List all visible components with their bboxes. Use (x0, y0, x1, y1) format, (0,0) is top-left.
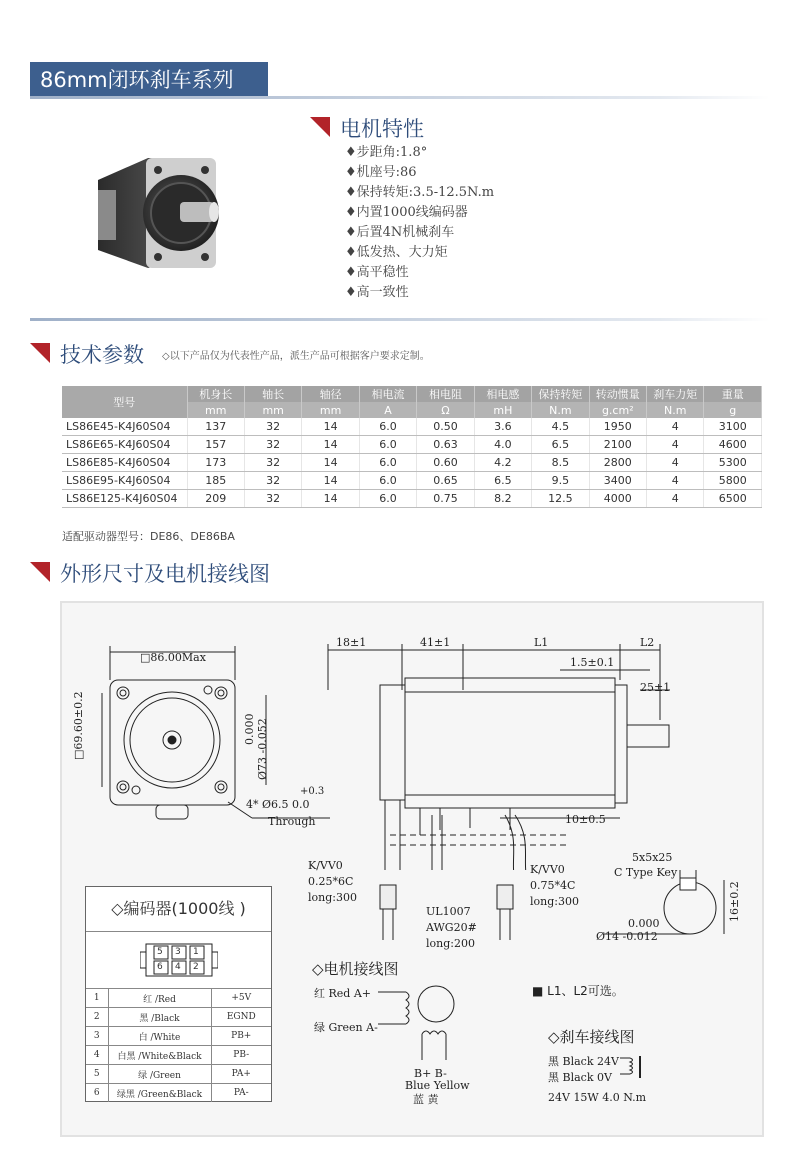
value-cell: 6.5 (474, 472, 531, 490)
header-cell: 相电阻 (417, 386, 474, 402)
wire-b-cn: 蓝 黄 (413, 1093, 439, 1106)
wire-green: 绿 Green A- (314, 1021, 378, 1034)
dim-10: 10±0.5 (565, 813, 606, 826)
table-row (62, 436, 762, 454)
table-row (62, 454, 762, 472)
header-cell: 重量 (704, 386, 762, 402)
dim-hole: 4* Ø6.5 0.0 (246, 798, 310, 811)
value-cell: 3100 (704, 418, 762, 436)
key-size: 5x5x25 (632, 851, 673, 864)
feature-item: ♦高平稳性 (345, 265, 409, 280)
dim-hole-tol: +0.3 (300, 786, 325, 797)
value-cell: 0.50 (417, 418, 474, 436)
dim-l2: L2 (640, 636, 655, 649)
dim-boss-tol: 0.000 (243, 713, 256, 745)
value-cell: 0.65 (417, 472, 474, 490)
unit-cell: g (704, 402, 762, 418)
value-cell: 0.60 (417, 454, 474, 472)
value-cell: 157 (187, 436, 244, 454)
cable-middle-label: UL1007 AWG20# long:200 (426, 905, 477, 950)
key-dia: Ø14 -0.012 (596, 930, 658, 943)
key-tol: 0.000 (628, 917, 660, 930)
pin-cell: 4 (86, 1046, 108, 1065)
pin-row (86, 1065, 271, 1084)
unit-cell: mm (302, 402, 359, 418)
brake-coil-symbol (618, 1052, 648, 1082)
value-cell: 3400 (589, 472, 646, 490)
side-view-drawing (320, 630, 680, 870)
value-cell: 14 (302, 418, 359, 436)
value-cell: 2800 (589, 454, 646, 472)
pin-cell: 白 /White (108, 1027, 211, 1046)
pin-cell: 绿黑 /Green&Black (108, 1084, 211, 1103)
encoder-table (85, 886, 272, 1102)
value-cell: 185 (187, 472, 244, 490)
key-type: C Type Key (614, 866, 678, 879)
value-cell: 4 (647, 418, 704, 436)
pin-cell: +5V (211, 989, 271, 1008)
pin-cell: 2 (86, 1008, 108, 1027)
header-cell: 轴径 (302, 386, 359, 402)
series-banner: 86mm闭环刹车系列 (30, 62, 268, 98)
header-cell: 相电感 (474, 386, 531, 402)
model-cell: LS86E45-K4J60S04 (62, 418, 187, 436)
header-cell: 相电流 (359, 386, 416, 402)
value-cell: 6.5 (532, 436, 589, 454)
section-divider (30, 318, 770, 321)
specs-mark (30, 343, 50, 363)
value-cell: 6500 (704, 490, 762, 508)
key-flat: 16±0.2 (728, 881, 741, 922)
pin-cell: 白黑 /White&Black (108, 1046, 211, 1065)
dim-boss-dia: Ø73 -0.052 (256, 718, 269, 780)
pin-cell: 黑 /Black (108, 1008, 211, 1027)
drawing-mark (30, 562, 50, 582)
model-cell: LS86E65-K4J60S04 (62, 436, 187, 454)
value-cell: 6.0 (359, 418, 416, 436)
unit-cell: mH (474, 402, 531, 418)
unit-cell: A (359, 402, 416, 418)
feature-list (345, 143, 494, 303)
brake-spec: 24V 15W 4.0 N.m (548, 1091, 647, 1104)
header-model: 型号 (62, 386, 187, 418)
unit-cell: Ω (417, 402, 474, 418)
dim-l1: L1 (534, 636, 549, 649)
value-cell: 4.2 (474, 454, 531, 472)
table-row (62, 490, 762, 508)
table-row (62, 418, 762, 436)
dim-41: 41±1 (420, 636, 451, 649)
cable-right-label: K/VV0 0.75*4C long:300 (530, 863, 579, 908)
wire-b-colors: Blue Yellow (405, 1079, 470, 1092)
dim-front-width: □86.00Max (140, 651, 206, 664)
value-cell: 4.5 (532, 418, 589, 436)
drawing-title: 外形尺寸及电机接线图 (60, 562, 270, 586)
feature-item: ♦后置4N机械刹车 (345, 225, 455, 240)
banner-rule (30, 96, 770, 99)
feature-item: ♦高一致性 (345, 285, 409, 300)
value-cell: 32 (244, 454, 301, 472)
value-cell: 0.75 (417, 490, 474, 508)
value-cell: 209 (187, 490, 244, 508)
pin-cell: PA+ (211, 1065, 271, 1084)
connector-drawings (375, 880, 525, 950)
value-cell: 14 (302, 490, 359, 508)
encoder-pin-table (86, 989, 271, 1102)
value-cell: 6.0 (359, 472, 416, 490)
brake-wiring-title: ◇刹车接线图 (548, 1028, 635, 1046)
value-cell: 6.0 (359, 454, 416, 472)
pin-cell: PB- (211, 1046, 271, 1065)
header-cell: 刹车力矩 (647, 386, 704, 402)
value-cell: 173 (187, 454, 244, 472)
encoder-title: ◇编码器(1000线 ) (86, 887, 271, 932)
pin-row (86, 1008, 271, 1027)
pin-row (86, 989, 271, 1008)
value-cell: 2100 (589, 436, 646, 454)
feature-item: ♦步距角:1.8° (345, 145, 428, 160)
value-cell: 12.5 (532, 490, 589, 508)
dim-front-pitch: □69.60±0.2 (72, 691, 85, 760)
feature-item: ♦保持转矩:3.5-12.5N.m (345, 185, 495, 200)
pin-cell: 绿 /Green (108, 1065, 211, 1084)
dim-through: Through (268, 815, 316, 828)
pin-cell: 6 (86, 1084, 108, 1103)
encoder-connector: 5 3 1 6 4 2 (86, 932, 271, 989)
value-cell: 6.0 (359, 490, 416, 508)
unit-cell: N.m (647, 402, 704, 418)
model-cell: LS86E125-K4J60S04 (62, 490, 187, 508)
feature-item: ♦低发热、大力矩 (345, 245, 448, 260)
feature-item: ♦机座号:86 (345, 165, 417, 180)
brake-black-0v: 黑 Black 0V (548, 1071, 612, 1084)
header-cell: 轴长 (244, 386, 301, 402)
brake-black-24v: 黑 Black 24V (548, 1055, 619, 1068)
motor-photo (88, 140, 238, 275)
driver-note: 适配驱动器型号：DE86、DE86BA (62, 530, 235, 543)
motor-wiring-diagram (372, 982, 472, 1072)
unit-cell: mm (244, 402, 301, 418)
value-cell: 32 (244, 436, 301, 454)
value-cell: 32 (244, 490, 301, 508)
pin-cell: EGND (211, 1008, 271, 1027)
specs-title: 技术参数 (60, 343, 144, 367)
header-cell: 保持转矩 (532, 386, 589, 402)
value-cell: 5800 (704, 472, 762, 490)
specs-note: ◇以下产品仅为代表性产品，派生产品可根据客户要求定制。 (162, 351, 430, 362)
model-cell: LS86E95-K4J60S04 (62, 472, 187, 490)
value-cell: 3.6 (474, 418, 531, 436)
value-cell: 6.0 (359, 436, 416, 454)
pin-cell: PB+ (211, 1027, 271, 1046)
dim-1-5: 1.5±0.1 (570, 656, 615, 669)
value-cell: 8.2 (474, 490, 531, 508)
header-cell: 转动惯量 (589, 386, 646, 402)
value-cell: 14 (302, 436, 359, 454)
value-cell: 4 (647, 472, 704, 490)
value-cell: 5300 (704, 454, 762, 472)
value-cell: 32 (244, 418, 301, 436)
value-cell: 8.5 (532, 454, 589, 472)
cable-left-label: K/VV0 0.25*6C long:300 (308, 859, 357, 904)
header-cell: 机身长 (187, 386, 244, 402)
features-mark (310, 117, 330, 137)
spec-table (62, 386, 762, 508)
pin-row (86, 1084, 271, 1103)
value-cell: 4600 (704, 436, 762, 454)
value-cell: 32 (244, 472, 301, 490)
value-cell: 4 (647, 436, 704, 454)
encoder-connector-outline (140, 940, 218, 980)
pin-cell: 5 (86, 1065, 108, 1084)
pin-cell: 3 (86, 1027, 108, 1046)
dim-18: 18±1 (336, 636, 367, 649)
pin-cell: PA- (233, 1088, 249, 1098)
value-cell: 1950 (589, 418, 646, 436)
unit-cell: mm (187, 402, 244, 418)
value-cell: 137 (187, 418, 244, 436)
value-cell: 0.63 (417, 436, 474, 454)
value-cell: 4 (647, 490, 704, 508)
value-cell: 4 (647, 454, 704, 472)
value-cell: 4.0 (474, 436, 531, 454)
pin-cell: 红 /Red (108, 989, 211, 1008)
feature-item: ♦内置1000线编码器 (345, 205, 468, 220)
dim-25: 25±1 (640, 681, 671, 694)
value-cell: 14 (302, 472, 359, 490)
motor-wiring-title: ◇电机接线图 (312, 960, 399, 978)
unit-cell: N.m (532, 402, 589, 418)
value-cell: 9.5 (532, 472, 589, 490)
pin-cell: 1 (86, 989, 108, 1008)
wire-b-labels: B+ B- (414, 1067, 447, 1080)
table-row (62, 472, 762, 490)
value-cell: 4000 (589, 490, 646, 508)
pin-row (86, 1027, 271, 1046)
wire-red: 红 Red A+ (314, 987, 371, 1000)
value-cell: 14 (302, 454, 359, 472)
unit-cell: g.cm² (589, 402, 646, 418)
model-cell: LS86E85-K4J60S04 (62, 454, 187, 472)
pin-row (86, 1046, 271, 1065)
features-title: 电机特性 (340, 117, 424, 141)
option-note: ■ L1、L2可选。 (532, 984, 624, 998)
